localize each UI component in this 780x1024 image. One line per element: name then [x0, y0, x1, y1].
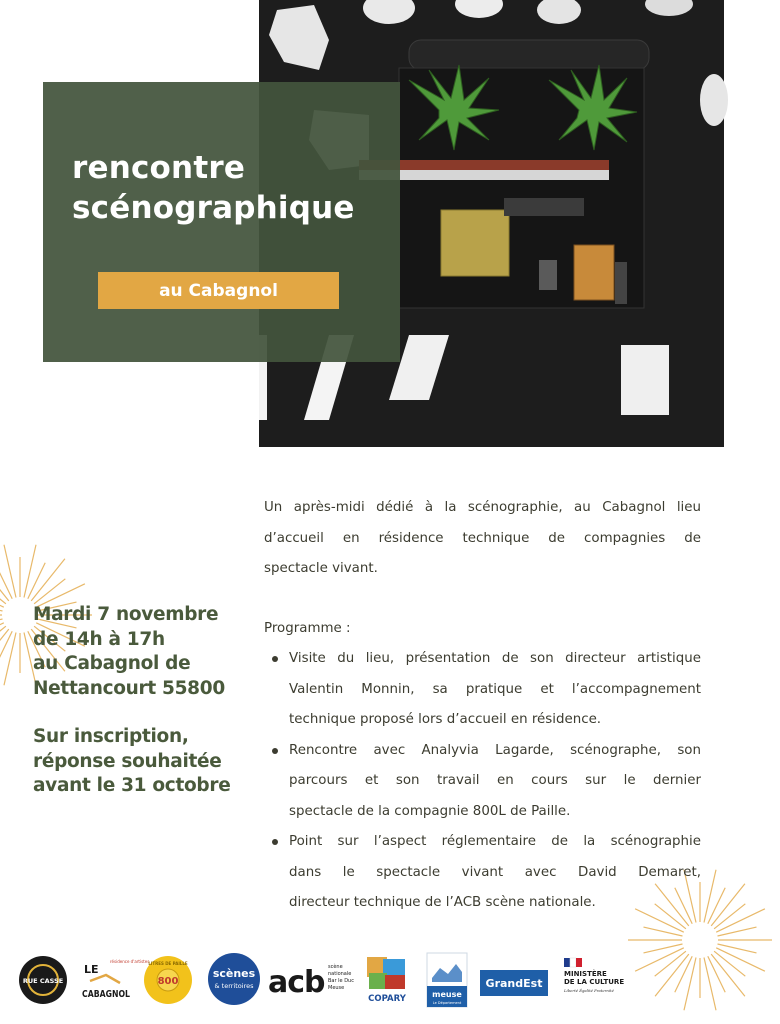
programme-item-regulation — [270, 827, 701, 919]
date-line-3: au Cabagnol de — [33, 653, 191, 674]
programme-list — [270, 644, 701, 919]
scenes-logo-line-2: & territoires — [214, 982, 254, 990]
bullet-icon — [272, 656, 278, 662]
grand-est-logo-text: GrandEst — [485, 977, 543, 990]
cabagnol-logo-note: résidence d'artistes — [110, 959, 150, 964]
programme-item-line: technique proposé lors d’accueil en résidence. — [289, 712, 602, 727]
date-line-2: de 14h à 17h — [33, 628, 165, 650]
paille-logo-ring-text: LITRES DE PAILLE — [148, 961, 188, 966]
programme-item-meeting — [270, 736, 701, 828]
rue-casse-logo — [16, 953, 70, 1007]
intro-line-2: d’accueil en résidence technique de compagnies de — [264, 530, 701, 546]
date-line-1: Mardi 7 novembre — [33, 604, 219, 625]
programme-item-line: spectacle de la compagnie 800L de Paille. — [289, 803, 571, 819]
grand-est-logo — [480, 970, 548, 996]
intro-paragraph — [264, 493, 701, 585]
acb-note-line-3: Bar le Duc — [328, 978, 354, 984]
ministere-logo-line-1: MINISTÈRE — [564, 970, 607, 978]
event-info — [33, 603, 258, 799]
cabagnol-logo-text: CABAGNOL — [82, 989, 131, 1000]
programme-item-line: Point sur l’aspect réglementaire de la scénographie — [289, 834, 701, 849]
programme-item-line: directeur technique de l’ACB scène nationale. — [289, 895, 596, 910]
acb-logo — [268, 958, 354, 1006]
ministere-culture-logo — [560, 956, 640, 1006]
acb-note-line-1: scène — [328, 964, 343, 970]
bullet-icon — [272, 748, 278, 754]
meuse-logo-text: meuse — [432, 990, 462, 999]
event-title-line-1: rencontre — [72, 150, 246, 186]
intro-line-3: spectacle vivant. — [264, 561, 378, 576]
acb-logo-text: acb — [268, 965, 325, 1000]
copary-logo — [363, 953, 411, 1007]
partner-logos — [0, 948, 724, 1012]
programme-item-line: dans le spectacle vivant avec David Demaret, — [289, 864, 701, 880]
paille-logo-text: 800 — [157, 976, 179, 987]
scenes-logo-line-1: scènes — [212, 967, 256, 980]
meuse-logo — [426, 952, 468, 1008]
venue-badge: au Cabagnol — [98, 272, 339, 309]
programme-item-visit — [270, 644, 701, 736]
scenes-territoires-logo — [206, 951, 262, 1007]
registration-line-1: Sur inscription, — [33, 726, 189, 747]
ministere-logo-line-2: DE LA CULTURE — [564, 978, 625, 986]
meuse-logo-subtext: Le Département — [432, 1001, 462, 1005]
copary-logo-text: COPARY — [368, 994, 406, 1004]
programme-heading: Programme : — [264, 621, 351, 636]
cabagnol-logo-le: LE — [84, 963, 99, 976]
paille-logo — [142, 953, 194, 1007]
event-title — [72, 148, 355, 228]
ministere-logo-motto: Liberté Égalité Fraternité — [564, 988, 614, 993]
registration-line-2: réponse souhaitée — [33, 750, 222, 772]
programme-item-line: parcours et son travail en cours sur le dernier — [289, 773, 701, 788]
intro-line-1: Un après-midi dédié à la scénographie, au Cabagnol lieu — [264, 500, 701, 515]
cabagnol-logo — [80, 953, 150, 1007]
programme-item-line: Valentin Monnin, sa pratique et l’accompagnement — [289, 681, 701, 697]
registration-line-3: avant le 31 octobre — [33, 775, 231, 796]
bullet-icon — [272, 839, 278, 845]
programme-item-line: Rencontre avec Analyvia Lagarde, scénographe, son — [289, 742, 701, 758]
programme-item-line: Visite du lieu, présentation de son directeur artistique — [289, 651, 701, 666]
date-line-4: Nettancourt 55800 — [33, 677, 225, 699]
event-title-line-2: scénographique — [72, 190, 355, 226]
acb-note-line-4: Meuse — [328, 985, 345, 991]
rue-casse-logo-text: RUE CASSE — [22, 977, 64, 985]
acb-note-line-2: nationale — [328, 971, 352, 977]
